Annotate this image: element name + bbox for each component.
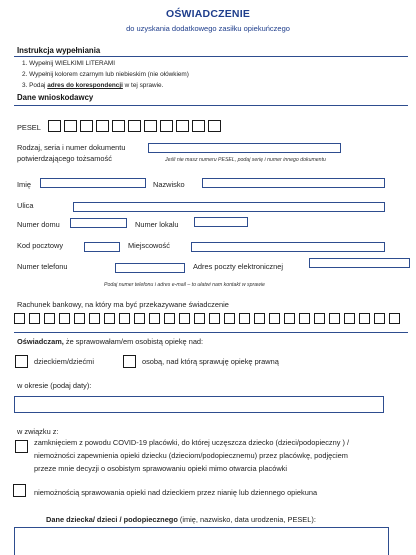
bank-digit-cell[interactable] [29,313,40,324]
first-name-input[interactable] [40,178,146,188]
bank-digit-cell[interactable] [89,313,100,324]
pesel-digit-cell[interactable] [112,120,125,132]
bank-digit-cell[interactable] [74,313,85,324]
child-checkbox[interactable] [15,355,28,368]
id-document-input[interactable] [148,143,341,153]
declaration-intro: Oświadczam, że sprawowałam/em osobistą opiekę nad: [17,337,204,346]
pesel-digit-cell[interactable] [176,120,189,132]
apartment-number-input[interactable] [194,217,248,227]
instruction-item-2: 2. Wypełnij kolorem czarnym lub niebieskim (nie ołówkiem) [22,71,189,78]
bank-digit-cell[interactable] [14,313,25,324]
id-doc-label-line1: Rodzaj, seria i numer dokumentu [17,143,126,152]
bank-digit-cell[interactable] [284,313,295,324]
street-label: Ulica [17,201,34,210]
reason1-line2: niemożności zapewnienia opieki dziecku (dzieciom/podopiecznemu) przez placówkę, podjęciem [34,451,348,460]
pesel-digit-cell[interactable] [80,120,93,132]
applicant-heading: Dane wnioskodawcy [17,93,94,102]
reason-intro: w związku z: [17,427,59,436]
ward-checkbox[interactable] [123,355,136,368]
bank-digit-cell[interactable] [359,313,370,324]
phone-input[interactable] [115,263,185,273]
first-name-label: Imię [17,180,31,189]
bank-digit-cell[interactable] [389,313,400,324]
email-input[interactable] [309,258,410,268]
facility-closure-checkbox[interactable] [15,440,28,453]
city-label: Miejscowość [128,241,170,250]
id-doc-hint: Jeśli nie masz numeru PESEL, podaj serię i numer innego dokumentu [165,157,326,163]
nanny-unavailable-checkbox[interactable] [13,484,26,497]
apartment-number-label: Numer lokalu [135,220,179,229]
pesel-digit-cell[interactable] [96,120,109,132]
email-label: Adres poczty elektronicznej [193,262,283,271]
instructions-rule [14,56,408,57]
house-number-input[interactable] [70,218,127,228]
child-option-label: dzieckiem/dziećmi [34,357,94,366]
bank-digit-cell[interactable] [314,313,325,324]
child-data-label: Dane dziecka/ dzieci / podopiecznego (imię, nazwisko, data urodzenia, PESEL): [46,515,316,524]
pesel-digit-cell[interactable] [48,120,61,132]
pesel-digit-cell[interactable] [128,120,141,132]
bank-digit-cell[interactable] [254,313,265,324]
pesel-digit-cell[interactable] [160,120,173,132]
surname-input[interactable] [202,178,385,188]
pesel-label: PESEL [17,123,41,132]
form-title: OŚWIADCZENIE [165,8,251,20]
form-subtitle: do uzyskania dodatkowego zasiłku opiekuńczego [126,24,290,33]
contact-note: Podaj numer telefonu i adres e-mail – to ułatwi nam kontakt w sprawie [104,282,265,288]
postal-code-input[interactable] [84,242,120,252]
surname-label: Nazwisko [153,180,185,189]
bank-digit-cell[interactable] [59,313,70,324]
reason2-label: niemożnością sprawowania opieki nad dzieckiem przez nianię lub dziennego opiekuna [34,488,318,497]
house-number-label: Numer domu [17,220,60,229]
ward-option-label: osobą, nad którą sprawuję opiekę prawną [142,357,279,366]
reason1-line3: przeze mnie decyzji o osobistym sprawowaniu opieki mimo otwarcia placówki [34,464,288,473]
bank-digit-cell[interactable] [209,313,220,324]
bank-digit-cell[interactable] [224,313,235,324]
period-input[interactable] [14,396,384,413]
bank-rule [14,332,408,333]
instruction-item-3: 3. Podaj adres do korespondencji w tej sprawie. [22,82,164,89]
instruction-item-1: 1. Wypełnij WIELKIMI LITERAMI [22,60,115,67]
bank-digit-cell[interactable] [104,313,115,324]
bank-digit-cell[interactable] [149,313,160,324]
bank-digit-cell[interactable] [119,313,130,324]
bank-digit-cell[interactable] [134,313,145,324]
bank-digit-cell[interactable] [344,313,355,324]
bank-digit-cell[interactable] [329,313,340,324]
bank-digit-cell[interactable] [374,313,385,324]
postal-code-label: Kod pocztowy [17,241,64,250]
period-label: w okresie (podaj daty): [17,381,92,390]
phone-label: Numer telefonu [17,262,68,271]
bank-account-label: Rachunek bankowy, na który ma być przekazywane świadczenie [17,300,229,309]
applicant-rule [14,105,408,106]
bank-digit-cell[interactable] [164,313,175,324]
bank-digit-cell[interactable] [299,313,310,324]
pesel-digit-cell[interactable] [64,120,77,132]
pesel-digit-cell[interactable] [144,120,157,132]
reason1-line1: zamknięciem z powodu COVID-19 placówki, do której uczęszcza dziecko (dzieci/podopieczny ) / [34,438,350,447]
id-doc-label-line2: potwierdzającego tożsamość [17,154,112,163]
bank-digit-cell[interactable] [239,313,250,324]
bank-digit-cell[interactable] [194,313,205,324]
street-input[interactable] [73,202,385,212]
child-data-input[interactable] [14,527,389,555]
city-input[interactable] [191,242,385,252]
bank-digit-cell[interactable] [269,313,280,324]
pesel-digit-cell[interactable] [208,120,221,132]
instructions-heading: Instrukcja wypełniania [17,46,101,55]
bank-digit-cell[interactable] [44,313,55,324]
pesel-digit-cell[interactable] [192,120,205,132]
bank-digit-cell[interactable] [179,313,190,324]
